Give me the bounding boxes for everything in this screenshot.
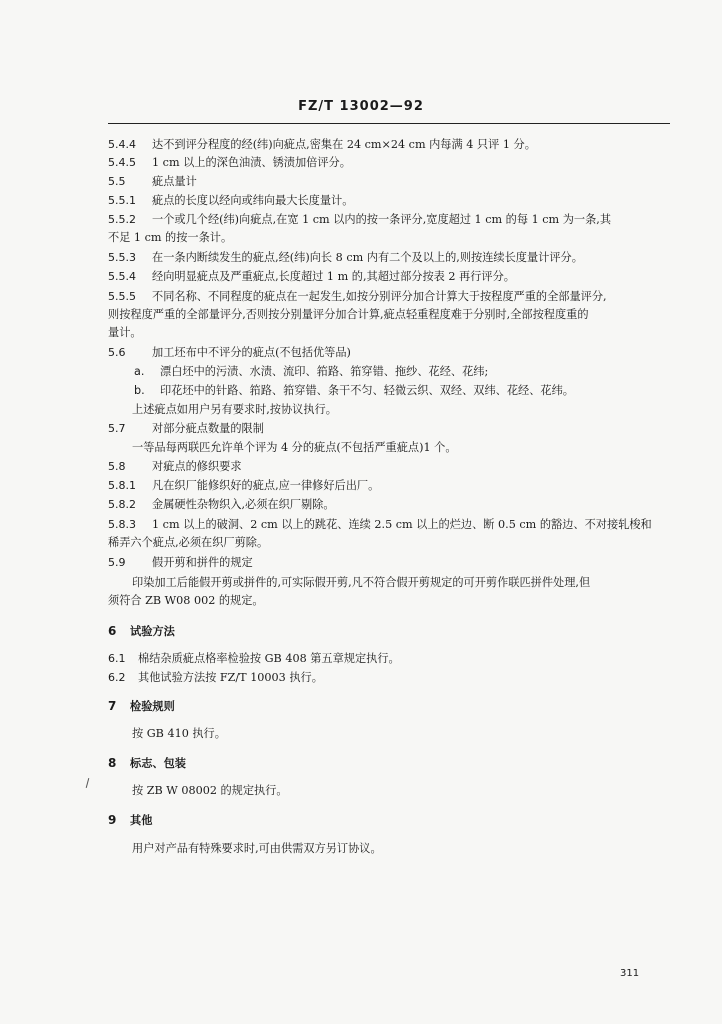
clause-heading: 假开剪和拼件的规定 — [152, 556, 253, 569]
clause-heading: 对疵点的修织要求 — [152, 460, 242, 473]
clause-number: 5.5.2 — [108, 213, 136, 226]
clause-text: 疵点的长度以经向或纬向最大长度量计。 — [152, 194, 354, 207]
clause-text: 印染加工后能假开剪或拼件的,可实际假开剪,凡不符合假开剪规定的可开剪作联匹拼件处理,但 — [132, 576, 591, 589]
clause-text: 上述疵点如用户另有要求时,按协议执行。 — [132, 403, 337, 416]
clause-5-5-5 — [108, 288, 670, 306]
section-7-heading — [108, 697, 670, 715]
clause-text: 按 GB 410 执行。 — [132, 727, 226, 740]
clause-6-1 — [108, 650, 670, 668]
clause-5-8-1 — [108, 477, 670, 495]
clause-text: 量计。 — [108, 326, 142, 339]
clause-heading: 疵点量计 — [152, 175, 197, 188]
section-title: 标志、包装 — [130, 756, 186, 770]
clause-text: 按 ZB W 08002 的规定执行。 — [132, 784, 288, 797]
clause-5-8-3-continued — [108, 534, 670, 552]
section-9-body — [108, 840, 694, 858]
clause-text: 1 cm 以上的深色油渍、锈渍加倍评分。 — [152, 156, 351, 169]
clause-5-7-body — [108, 439, 694, 457]
clause-5-5-5-continued — [108, 306, 670, 324]
clause-text: 其他试验方法按 FZ/T 10003 执行。 — [138, 671, 323, 684]
clause-text: 不足 1 cm 的按一条计。 — [108, 231, 233, 244]
clause-number: 5.9 — [108, 556, 126, 569]
clause-5-5 — [108, 173, 670, 191]
clause-number: 5.4.4 — [108, 138, 136, 151]
clause-5-6-note — [108, 401, 694, 419]
clause-5-5-2-continued — [108, 229, 670, 247]
header-rule — [108, 123, 670, 124]
clause-number: 5.5.3 — [108, 251, 136, 264]
clause-text: 凡在织厂能修织好的疵点,应一律修好后出厂。 — [152, 479, 380, 492]
clause-text: 一等品每两联匹允许单个评为 4 分的疵点(不包括严重疵点)1 个。 — [132, 441, 457, 454]
clause-number: 5.6 — [108, 346, 126, 359]
clause-text: 1 cm 以上的破洞、2 cm 以上的跳花、连续 2.5 cm 以上的烂边、断 0.5 cm 的豁边、不对接轧梭和 — [152, 518, 652, 531]
clause-number: 5.4.5 — [108, 156, 136, 169]
clause-number: 6.2 — [108, 671, 126, 684]
clause-6-2 — [108, 669, 670, 687]
section-title: 试验方法 — [130, 624, 175, 638]
clause-number: 5.5.1 — [108, 194, 136, 207]
section-title: 其他 — [130, 813, 153, 827]
list-label: a. — [134, 365, 145, 378]
clause-text: 则按程度严重的全部量评分,否则按分别量评分加合计算,疵点轻重程度难于分别时,全部按程度重的 — [108, 308, 589, 321]
clause-number: 5.8.2 — [108, 498, 136, 511]
standard-code-header: FZ/T 13002—92 — [298, 99, 424, 114]
clause-5-9-body — [108, 574, 694, 592]
clause-text: 一个或几个经(纬)向疵点,在宽 1 cm 以内的按一条评分,宽度超过 1 cm 的每 1 cm 为一条,其 — [152, 213, 612, 226]
list-item-a — [108, 363, 670, 381]
clause-5-4-5 — [108, 154, 670, 172]
clause-5-9-body-continued — [108, 592, 670, 610]
clause-5-4-4 — [108, 136, 670, 154]
clause-number: 5.5.4 — [108, 270, 136, 283]
section-9-heading — [108, 811, 670, 829]
clause-5-5-5-continued-2 — [108, 324, 670, 342]
list-item-b — [108, 382, 670, 400]
clause-5-8-3 — [108, 516, 670, 534]
page-number: 311 — [620, 968, 640, 979]
clause-5-5-2 — [108, 211, 670, 229]
clause-5-6 — [108, 344, 670, 362]
clause-text: 不同名称、不同程度的疵点在一起发生,如按分别评分加合计算大于按程度严重的全部量评分, — [152, 290, 607, 303]
section-8-body — [108, 782, 694, 800]
section-number: 8 — [108, 756, 117, 770]
clause-text: 在一条内断续发生的疵点,经(纬)向长 8 cm 内有二个及以上的,则按连续长度量计评分。 — [152, 251, 583, 264]
clause-number: 6.1 — [108, 652, 126, 665]
clause-number: 5.8.1 — [108, 479, 136, 492]
clause-number: 5.8 — [108, 460, 126, 473]
section-number: 7 — [108, 699, 117, 713]
clause-text: 用户对产品有特殊要求时,可由供需双方另订协议。 — [132, 842, 382, 855]
clause-text: 金属硬性杂物织入,必须在织厂剔除。 — [152, 498, 335, 511]
list-label: b. — [134, 384, 145, 397]
clause-number: 5.5 — [108, 175, 126, 188]
section-number: 6 — [108, 624, 117, 638]
clause-5-5-3 — [108, 249, 670, 267]
clause-5-9 — [108, 554, 670, 572]
clause-5-8-2 — [108, 496, 670, 514]
section-8-heading — [108, 754, 670, 772]
clause-5-5-4 — [108, 268, 670, 286]
clause-text: 须符合 ZB W08 002 的规定。 — [108, 594, 264, 607]
clause-text: 经向明显疵点及严重疵点,长度超过 1 m 的,其超过部分按表 2 再行评分。 — [152, 270, 515, 283]
section-7-body — [108, 725, 694, 743]
clause-heading: 对部分疵点数量的限制 — [152, 422, 264, 435]
scan-mark — [86, 778, 90, 788]
clause-number: 5.8.3 — [108, 518, 136, 531]
clause-text: 棉结杂质疵点格率检验按 GB 408 第五章规定执行。 — [138, 652, 400, 665]
clause-5-8 — [108, 458, 670, 476]
clause-text: 达不到评分程度的经(纬)向疵点,密集在 24 cm×24 cm 内每满 4 只评 1 分。 — [152, 138, 536, 151]
section-6-heading — [108, 622, 670, 640]
clause-5-7 — [108, 420, 670, 438]
clause-text: 稀弄六个疵点,必须在织厂剪除。 — [108, 536, 269, 549]
list-text: 印花坯中的针路、筘路、筘穿错、条干不匀、轻微云织、双经、双纬、花经、花纬。 — [160, 384, 574, 397]
section-title: 检验规则 — [130, 699, 175, 713]
section-number: 9 — [108, 813, 117, 827]
clause-heading: 加工坯布中不评分的疵点(不包括优等品) — [152, 346, 351, 359]
clause-number: 5.5.5 — [108, 290, 136, 303]
clause-5-5-1 — [108, 192, 670, 210]
list-text: 漂白坯中的污渍、水渍、流印、筘路、筘穿错、拖纱、花经、花纬; — [160, 365, 489, 378]
clause-number: 5.7 — [108, 422, 126, 435]
